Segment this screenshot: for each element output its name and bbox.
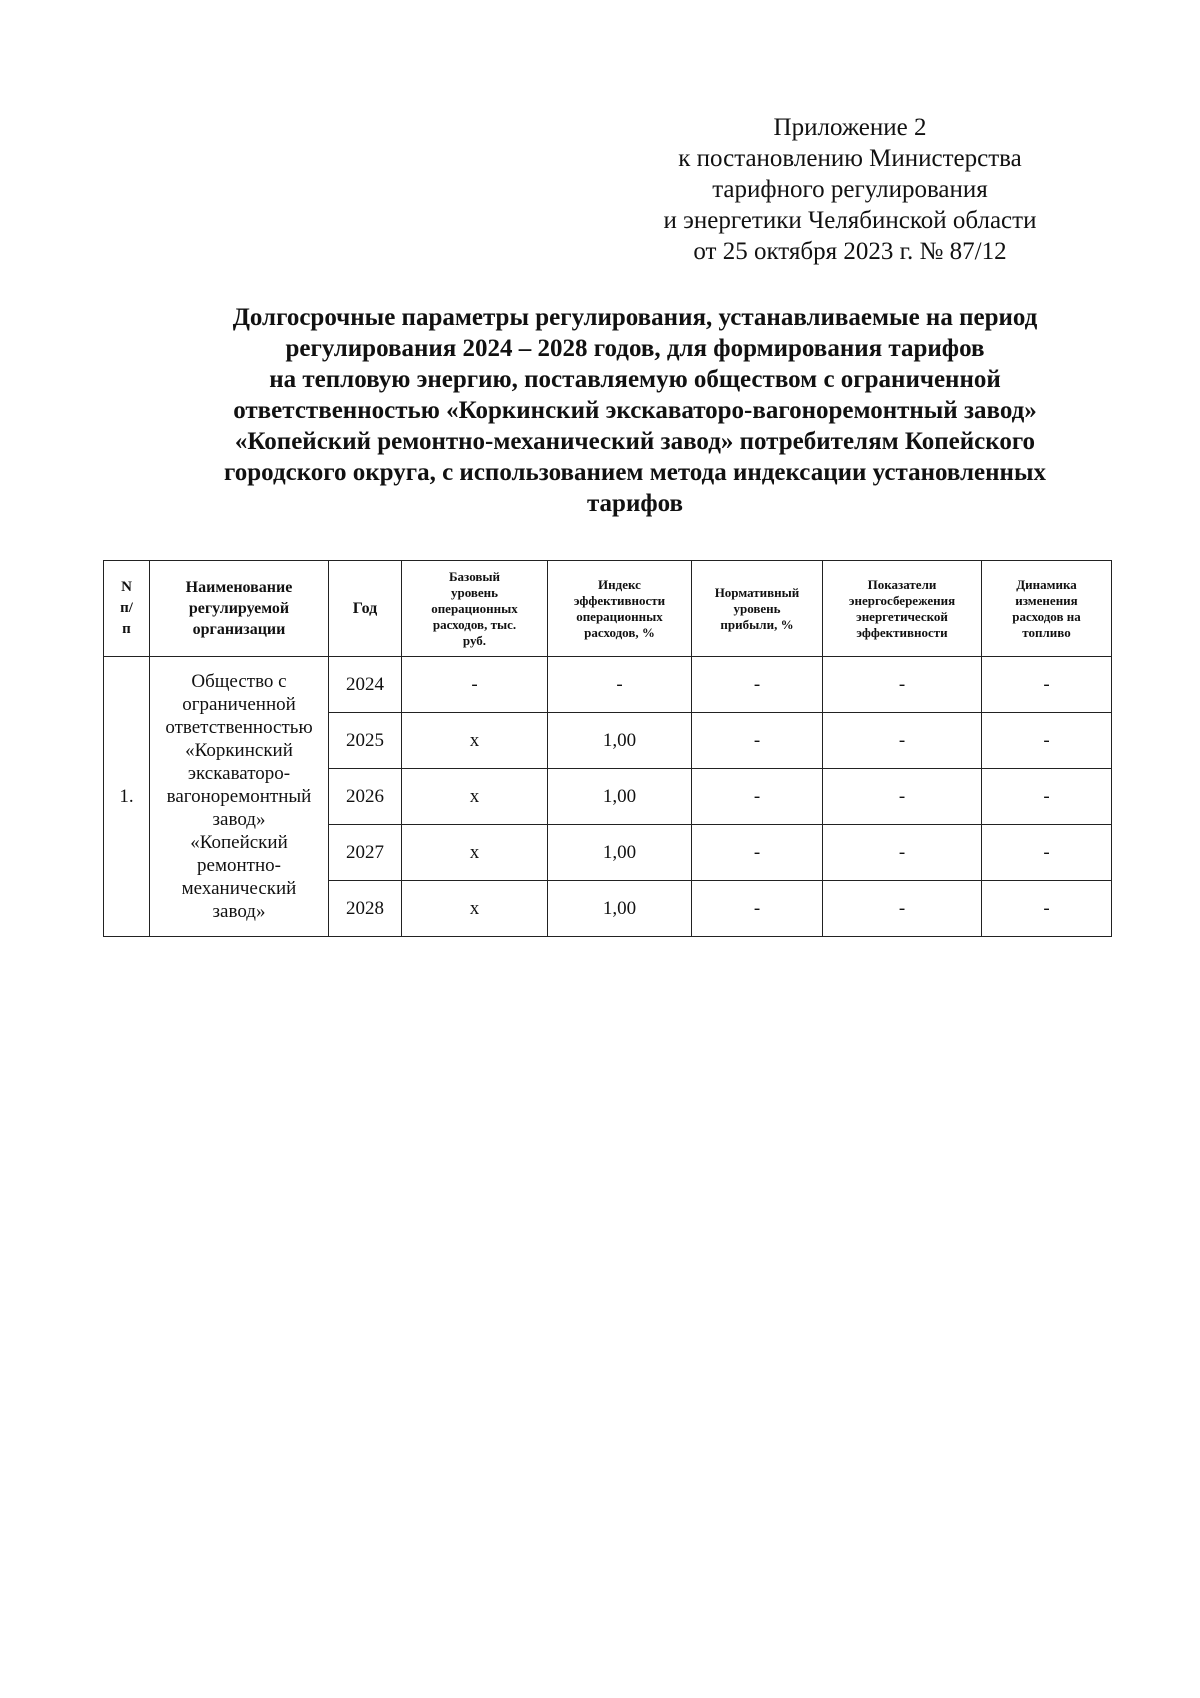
profit-level-cell: - <box>692 657 823 713</box>
cell-text-line: операционных <box>576 608 663 624</box>
appendix-line: и энергетики Челябинской области <box>663 207 1037 234</box>
energy-saving-cell: - <box>823 769 982 825</box>
efficiency-index-cell: 1,00 <box>548 713 692 769</box>
col-header-energy-saving <box>823 561 982 657</box>
cell-text-line: вагоноремонтный <box>166 786 312 807</box>
col-header-year <box>329 561 402 657</box>
appendix-line: к постановлению Министерства <box>678 145 1022 172</box>
cell-text-line: Общество с <box>191 671 287 692</box>
energy-saving-cell: - <box>823 657 982 713</box>
cell-text-line: п <box>122 621 131 637</box>
title-line: регулирования 2024 – 2028 годов, для формирования тарифов <box>285 335 985 362</box>
fuel-dynamics-cell: - <box>982 825 1112 881</box>
cell-text-line: операционных <box>431 600 518 616</box>
cell-text-line: экскаваторо- <box>187 763 291 784</box>
cell-text-line: расходов на <box>1012 608 1081 624</box>
fuel-dynamics-cell: - <box>982 713 1112 769</box>
appendix-line: от 25 октября 2023 г. № 87/12 <box>693 238 1007 265</box>
cell-text-line: ограниченной <box>182 694 296 715</box>
year-cell: 2025 <box>329 713 402 769</box>
efficiency-index-cell: 1,00 <box>548 825 692 881</box>
profit-level-cell: - <box>692 713 823 769</box>
col-header-base-opex <box>402 561 548 657</box>
cell-text-line: «Коркинский <box>185 740 293 761</box>
cell-text-line: N <box>121 579 132 595</box>
title-line: «Копейский ремонтно-механический завод» потребителям Копейского <box>234 428 1036 455</box>
profit-level-cell: - <box>692 769 823 825</box>
appendix-line: тарифного регулирования <box>712 176 988 203</box>
col-header-profit-level <box>692 561 823 657</box>
profit-level-cell: - <box>692 881 823 937</box>
cell-text-line: Индекс <box>598 576 641 592</box>
title-line: тарифов <box>586 490 684 517</box>
cell-text-line: энергетической <box>856 608 948 624</box>
energy-saving-cell: - <box>823 713 982 769</box>
cell-text-line: изменения <box>1015 592 1078 608</box>
cell-text-line: ремонтно- <box>197 855 281 876</box>
cell-text-line: ответственностью <box>165 717 313 738</box>
cell-text-line: прибыли, % <box>720 616 794 632</box>
efficiency-index-cell: 1,00 <box>548 881 692 937</box>
col-header-number <box>104 561 150 657</box>
appendix-header <box>620 112 1080 267</box>
year-cell: 2026 <box>329 769 402 825</box>
cell-text-line: Динамика <box>1016 576 1077 592</box>
fuel-dynamics-cell: - <box>982 657 1112 713</box>
appendix-line: Приложение 2 <box>773 114 927 141</box>
cell-text-line: организации <box>192 621 286 638</box>
parameters-table <box>103 560 1112 937</box>
cell-text-line: расходов, тыс. <box>432 616 517 632</box>
col-header-organization <box>150 561 329 657</box>
energy-saving-cell: - <box>823 825 982 881</box>
year-cell: 2027 <box>329 825 402 881</box>
cell-text-line: руб. <box>462 632 487 648</box>
cell-text-line: Показатели <box>867 576 937 592</box>
cell-text-line: энергосбережения <box>848 592 956 608</box>
base-opex-cell: - <box>402 657 548 713</box>
col-header-fuel-dynamics <box>982 561 1112 657</box>
title-line: на тепловую энергию, поставляемую обществом с ограниченной <box>269 366 1001 393</box>
cell-text-line: механический <box>181 878 297 899</box>
cell-text-line: завод» <box>212 809 266 830</box>
cell-text-line: п/ <box>120 600 133 616</box>
base-opex-cell: x <box>402 713 548 769</box>
cell-text-line: Базовый <box>448 568 501 584</box>
year-cell: 2024 <box>329 657 402 713</box>
cell-text-line: расходов, % <box>584 624 655 640</box>
row-number-cell: 1. <box>104 657 150 937</box>
fuel-dynamics-cell: - <box>982 769 1112 825</box>
cell-text-line: регулируемой <box>188 600 290 617</box>
cell-text-line: уровень <box>450 584 499 600</box>
cell-text-line: эффективности <box>573 592 666 608</box>
cell-text-line: завод» <box>212 901 266 922</box>
cell-text-line: топливо <box>1022 624 1071 640</box>
base-opex-cell: x <box>402 881 548 937</box>
year-cell: 2028 <box>329 881 402 937</box>
base-opex-cell: x <box>402 769 548 825</box>
col-header-efficiency-index <box>548 561 692 657</box>
fuel-dynamics-cell: - <box>982 881 1112 937</box>
cell-text-line: эффективности <box>856 624 948 640</box>
efficiency-index-cell: 1,00 <box>548 769 692 825</box>
base-opex-cell: x <box>402 825 548 881</box>
energy-saving-cell: - <box>823 881 982 937</box>
cell-text-line: уровень <box>733 600 781 616</box>
cell-text-line: «Копейский <box>190 832 288 853</box>
profit-level-cell: - <box>692 825 823 881</box>
document-title <box>150 302 1120 519</box>
header-row <box>104 561 1112 657</box>
cell-text-line: Нормативный <box>714 584 800 600</box>
efficiency-index-cell: - <box>548 657 692 713</box>
title-line: городского округа, с использованием метода индексации установленных <box>224 459 1046 486</box>
table-row <box>104 657 1112 713</box>
title-line: ответственностью «Коркинский экскаваторо-вагоноремонтный завод» <box>233 397 1037 424</box>
cell-text-line: Год <box>352 600 378 617</box>
title-line: Долгосрочные параметры регулирования, устанавливаемые на период <box>232 304 1038 331</box>
cell-text-line: Наименование <box>185 579 293 596</box>
organization-cell <box>150 657 329 937</box>
